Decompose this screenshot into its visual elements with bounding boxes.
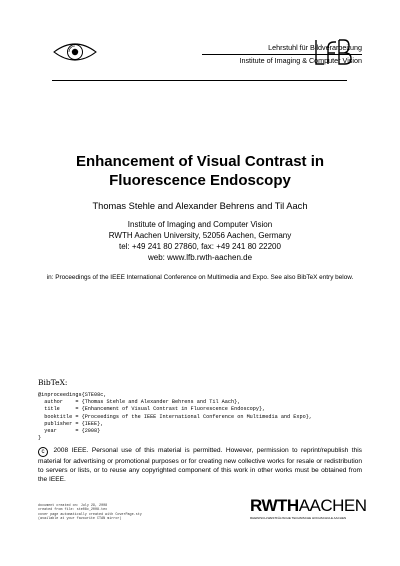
affiliation-web: web: www.lfb.rwth-aachen.de bbox=[147, 253, 253, 262]
institute-name-en: Institute of Imaging & Computer Vision bbox=[239, 55, 362, 65]
copyright-icon: c bbox=[38, 447, 48, 457]
affiliation-phone: tel: +49 241 80 27860, fax: +49 241 80 22200 bbox=[119, 242, 281, 251]
affiliation-address: RWTH Aachen University, 52056 Aachen, Germany bbox=[108, 231, 292, 240]
copyright-text: 2008 IEEE. Personal use of this material is permitted. However, permission to reprint/republish this material for advertising or promotional purposes or for creating new collective works for resale or redistribution to servers or lists, or to reuse any copyrighted component of this work in other works must be obtained from the IEEE. bbox=[38, 447, 362, 484]
copyright-notice bbox=[38, 446, 362, 485]
header-rule bbox=[52, 80, 347, 81]
header bbox=[52, 36, 362, 80]
affiliation-institute: Institute of Imaging and Computer Vision bbox=[127, 220, 273, 229]
rwth-logo bbox=[250, 497, 366, 520]
rwth-logo-bold: RWTH bbox=[250, 496, 299, 515]
institute-name-de: Lehrstuhl für Bildverarbeitung bbox=[268, 43, 362, 52]
bibtex-label: BibTeX: bbox=[38, 378, 68, 387]
rwth-logo-light: AACHEN bbox=[298, 496, 367, 515]
lfb-logo-icon bbox=[314, 38, 354, 68]
title-line-1: Enhancement of Visual Contrast in bbox=[75, 153, 325, 170]
paper-title bbox=[40, 152, 360, 190]
paper-authors: Thomas Stehle and Alexander Behrens and Til Aach bbox=[92, 201, 308, 211]
affiliation bbox=[40, 219, 360, 263]
rwth-logo-wordmark bbox=[250, 497, 366, 515]
document-creation-note: document created on: July 29, 2008 created from file: ste08c_2008.tex cover page automatically created with CoverPage.sty (available at your favourite CTAN mirror) bbox=[38, 504, 142, 522]
title-line-2: Fluorescence Endoscopy bbox=[109, 172, 291, 189]
rwth-logo-subtitle: RHEINISCH-WESTFÄLISCHE TECHNISCHE HOCHSCHULE AACHEN bbox=[250, 516, 347, 520]
svg-text:LfB: LfB bbox=[314, 38, 316, 39]
publication-venue: in: Proceedings of the IEEE International Conference on Multimedia and Expo. See also BibTeX entry below. bbox=[46, 274, 354, 281]
bibtex-entry: @inproceedings{STE08c, author = {Thomas Stehle and Alexander Behrens and Til Aach}, title = {Enhancement of Visual Contrast in Fluorescence Endoscopy}, booktitle = {Proceedings of the IEEE International Conference on Multimedia and Expo}, publisher = {IEEE}, year = {2008} } bbox=[38, 392, 312, 442]
eye-logo-icon bbox=[52, 38, 98, 66]
